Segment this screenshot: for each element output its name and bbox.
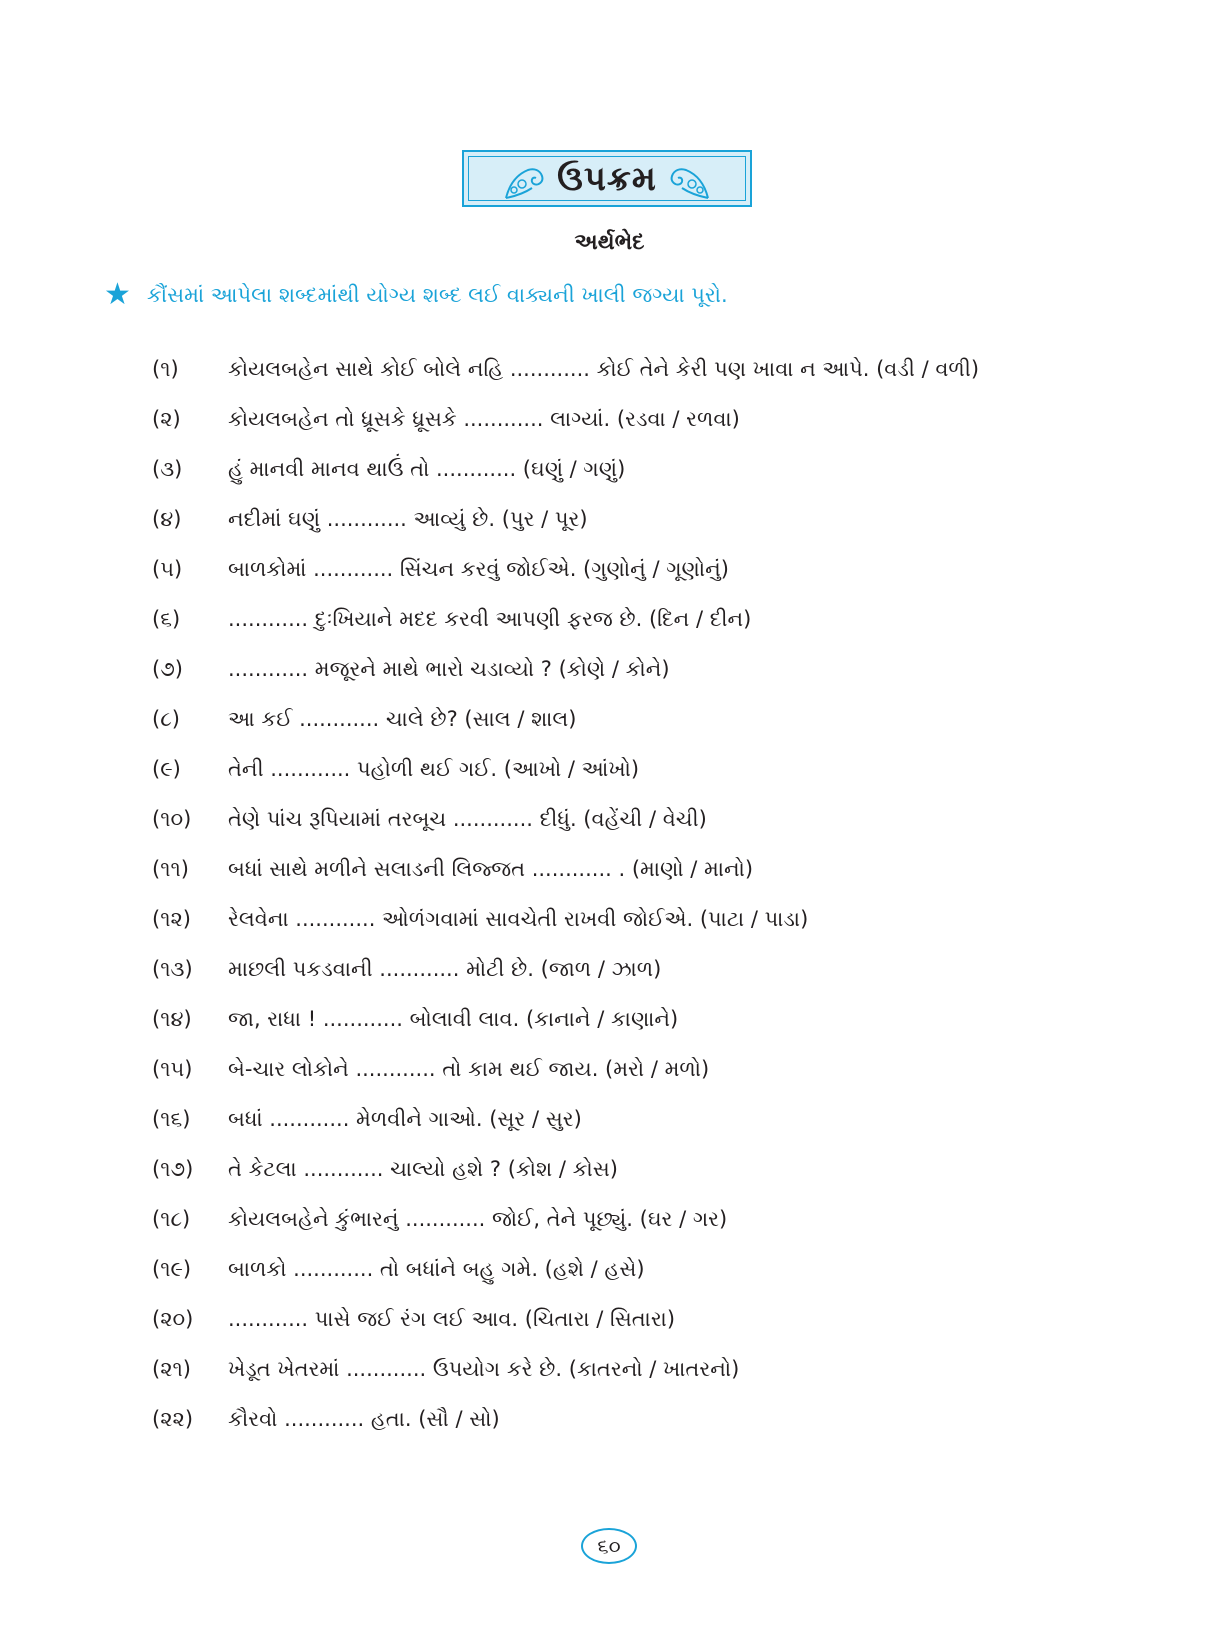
question-text: આ કઈ ............ ચાલે છે? (સાલ / શાલ) — [228, 706, 577, 731]
question-text: તેની ............ પહોળી થઈ ગઈ. (આખો / આંખો) — [228, 756, 640, 781]
question-number: (૪) — [152, 506, 182, 531]
question-text: ............ દુઃખિયાને મદદ કરવી આપણી ફરજ છે. (દિન / દીન) — [228, 606, 752, 631]
instruction — [104, 277, 728, 312]
question-text: જા, રાધા ! ............ બોલાવી લાવ. (કાનાને / કાણાને) — [228, 1006, 679, 1031]
question-item — [152, 1044, 979, 1094]
question-number: (૧૨) — [152, 906, 192, 931]
section-subtitle: અર્થભેદ — [574, 230, 645, 255]
question-text: બધાં સાથે મળીને સલાડની લિજ્જત ............ . (માણો / માનો) — [228, 856, 754, 881]
question-text: ............ પાસે જઈ રંગ લઈ આવ. (ચિતારા / સિતારા) — [228, 1306, 676, 1331]
question-text: તે કેટલા ............ ચાલ્યો હશે ? (કોશ / કોસ) — [228, 1156, 618, 1181]
question-number: (૨૦) — [152, 1306, 194, 1331]
question-number: (૬) — [152, 606, 181, 631]
question-text: રેલવેના ............ ઓળંગવામાં સાવચેતી રાખવી જોઈએ. (પાટા / પાડા) — [228, 906, 809, 931]
question-text: બાળકોમાં ............ સિંચન કરવું જોઈએ. (ગુણોનું / ગૂણોનું) — [228, 556, 729, 581]
question-item — [152, 344, 979, 394]
question-item — [152, 1344, 979, 1394]
question-item — [152, 1394, 979, 1444]
question-number: (૨૨) — [152, 1406, 194, 1431]
ornament-left-icon — [504, 162, 548, 200]
question-text: ખેડૂત ખેતરમાં ............ ઉપયોગ કરે છે. (કાતરનો / ખાતરનો) — [228, 1356, 740, 1381]
question-item — [152, 1194, 979, 1244]
instruction-text: કૌંસમાં આપેલા શબ્દમાંથી યોગ્ય શબ્દ લઈ વાક્યની ખાલી જગ્યા પૂરો. — [146, 282, 728, 307]
question-text: કોયલબહેન તો ધ્રૂસકે ધ્રૂસકે ............ લાગ્યાં. (રડવા / રળવા) — [228, 406, 740, 431]
page-number: ૬૦ — [581, 1528, 637, 1564]
question-text: ............ મજૂરને માથે ભારો ચડાવ્યો ? (કોણે / કોને) — [228, 656, 670, 681]
question-item — [152, 1244, 979, 1294]
question-text: માછલી પકડવાની ............ મોટી છે. (જાળ / ઝાળ) — [228, 956, 662, 981]
question-item — [152, 444, 979, 494]
question-item — [152, 1144, 979, 1194]
section-title: ઉપક્રમ — [557, 158, 657, 199]
question-number: (૭) — [152, 656, 183, 681]
question-text: બધાં ............ મેળવીને ગાઓ. (સૂર / સુર) — [228, 1106, 582, 1131]
question-number: (૧) — [152, 356, 179, 381]
question-number: (૨) — [152, 406, 181, 431]
question-text: બાળકો ............ તો બધાંને બહુ ગમે. (હશે / હસે) — [228, 1256, 645, 1281]
question-item — [152, 594, 979, 644]
question-number: (૧૭) — [152, 1156, 194, 1181]
question-item — [152, 1094, 979, 1144]
question-item — [152, 644, 979, 694]
question-list — [152, 344, 979, 1444]
question-text: નદીમાં ઘણું ............ આવ્યું છે. (પુર / પૂર) — [228, 506, 588, 531]
question-text: કોયલબહેને કુંભારનું ............ જોઈ, તેને પૂછ્યું. (ઘર / ગર) — [228, 1206, 728, 1231]
question-number: (૧૯) — [152, 1256, 192, 1281]
question-number: (૨૧) — [152, 1356, 192, 1381]
question-item — [152, 844, 979, 894]
question-text: તેણે પાંચ રૂપિયામાં તરબૂચ ............ દીધું. (વહેંચી / વેચી) — [228, 806, 707, 831]
question-text: કોયલબહેન સાથે કોઈ બોલે નહિ ............ કોઈ તેને કેરી પણ ખાવા ન આપે. (વડી / વળી) — [228, 356, 980, 381]
question-number: (૧૦) — [152, 806, 192, 831]
star-icon: ★ — [104, 277, 131, 312]
question-number: (૧૪) — [152, 1006, 192, 1031]
question-item — [152, 894, 979, 944]
question-text: કૌરવો ............ હતા. (સૌ / સો) — [228, 1406, 500, 1431]
question-number: (૧૩) — [152, 956, 193, 981]
question-text: હું માનવી માનવ થાઉં તો ............ (ઘણું / ગણું) — [228, 456, 626, 481]
section-title-box — [462, 150, 752, 207]
question-item — [152, 944, 979, 994]
question-number: (૩) — [152, 456, 183, 481]
question-item — [152, 494, 979, 544]
question-number: (૧૬) — [152, 1106, 191, 1131]
question-number: (૧૧) — [152, 856, 189, 881]
question-number: (૯) — [152, 756, 181, 781]
question-item — [152, 1294, 979, 1344]
ornament-right-icon — [666, 162, 710, 200]
question-item — [152, 394, 979, 444]
question-number: (૮) — [152, 706, 180, 731]
question-item — [152, 994, 979, 1044]
question-number: (૧૫) — [152, 1056, 193, 1081]
question-text: બે-ચાર લોકોને ............ તો કામ થઈ જાય. (મરો / મળો) — [228, 1056, 710, 1081]
question-item — [152, 544, 979, 594]
question-item — [152, 794, 979, 844]
question-item — [152, 744, 979, 794]
question-number: (૧૮) — [152, 1206, 191, 1231]
question-number: (૫) — [152, 556, 183, 581]
question-item — [152, 694, 979, 744]
